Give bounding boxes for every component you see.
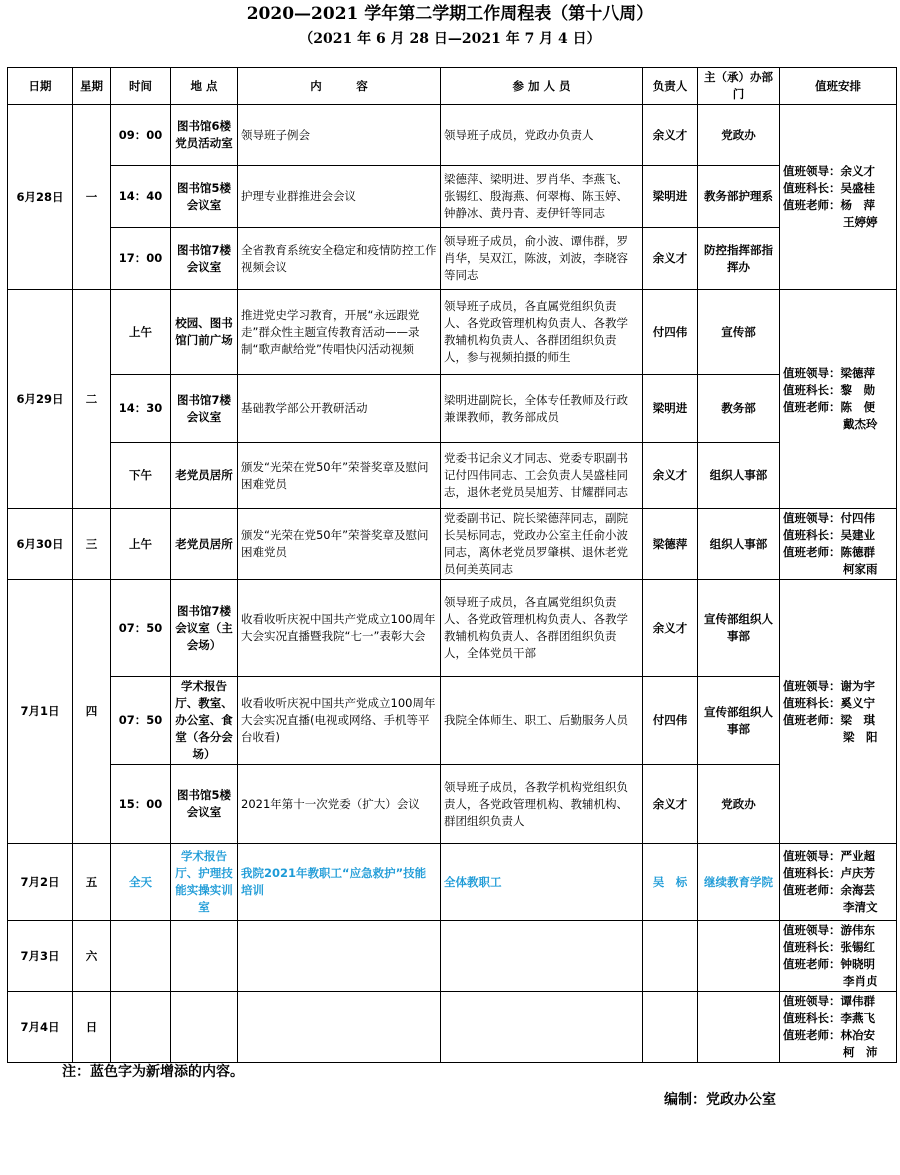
col-header-time: 时间 <box>111 68 171 105</box>
duty-line: 值班老师：林冶安 <box>783 1028 875 1042</box>
schedule-body <box>8 105 897 1063</box>
col-header-content: 内 容 <box>238 68 441 105</box>
leader-cell: 梁明进 <box>643 375 698 443</box>
col-header-place: 地 点 <box>171 68 238 105</box>
place-cell: 老党员居所 <box>171 443 238 509</box>
place-cell: 图书馆6楼党员活动室 <box>171 105 238 166</box>
table-row <box>8 375 897 443</box>
weekday-cell: 二 <box>73 290 111 509</box>
dept-cell <box>698 921 780 992</box>
duty-line: 值班科长：吴建业 <box>783 528 875 542</box>
attendees-cell: 梁明进副院长，全体专任教师及行政兼课教师，教务部成员 <box>441 375 643 443</box>
duty-cell <box>780 844 897 921</box>
table-row <box>8 844 897 921</box>
weekday-cell: 三 <box>73 509 111 580</box>
attendees-cell: 党委书记余义才同志、党委专职副书记付四伟同志、工会负责人吴盛桂同志，退休老党员吴旭芳、甘耀群同志 <box>441 443 643 509</box>
duty-cell <box>780 580 897 844</box>
time-cell: 17：00 <box>111 228 171 290</box>
table-row <box>8 443 897 509</box>
col-header-duty: 值班安排 <box>780 68 897 105</box>
place-cell: 图书馆7楼会议室 <box>171 228 238 290</box>
place-cell: 图书馆5楼会议室 <box>171 166 238 228</box>
time-cell: 07：50 <box>111 677 171 765</box>
weekday-cell: 一 <box>73 105 111 290</box>
duty-cell <box>780 290 897 509</box>
col-header-dept: 主（承）办部 门 <box>698 68 780 105</box>
duty-line: 王婷婷 <box>843 215 878 229</box>
duty-cell <box>780 992 897 1063</box>
dept-cell: 宣传部 <box>698 290 780 375</box>
duty-line: 值班领导：余义才 <box>783 164 875 178</box>
table-row <box>8 166 897 228</box>
place-cell: 学术报告厅、教室、办公室、食堂（各分会场） <box>171 677 238 765</box>
place-cell: 图书馆7楼会议室（主会场） <box>171 580 238 677</box>
schedule-table <box>7 67 897 1063</box>
duty-cell <box>780 509 897 580</box>
dept-cell: 防控指挥部指挥办 <box>698 228 780 290</box>
duty-line: 值班领导：梁德萍 <box>783 366 875 380</box>
attendees-cell: 全体教职工 <box>441 844 643 921</box>
content-cell: 护理专业群推进会会议 <box>238 166 441 228</box>
duty-line: 值班老师：杨 萍 <box>783 198 875 212</box>
attendees-cell: 领导班子成员，俞小波、谭伟群，罗肖华，吴双江，陈波，刘波，李晓容等同志 <box>441 228 643 290</box>
duty-line: 值班领导：付四伟 <box>783 511 875 525</box>
content-cell: 全省教育系统安全稳定和疫情防控工作视频会议 <box>238 228 441 290</box>
table-row <box>8 992 897 1063</box>
duty-line: 值班科长：奚义宁 <box>783 695 875 710</box>
footer-editor: 编制：党政办公室 <box>664 1092 776 1108</box>
leader-cell <box>643 992 698 1063</box>
date-cell: 7月3日 <box>8 921 73 992</box>
date-cell: 6月30日 <box>8 509 73 580</box>
leader-cell: 余义才 <box>643 765 698 844</box>
date-cell: 7月1日 <box>8 580 73 844</box>
col-header-attendees: 参 加 人 员 <box>441 68 643 105</box>
date-cell: 6月28日 <box>8 105 73 290</box>
time-cell: 上午 <box>111 290 171 375</box>
duty-line: 值班老师：梁 琪 <box>783 712 875 727</box>
content-cell: 颁发“光荣在党50年”荣誉奖章及慰问困难党员 <box>238 443 441 509</box>
attendees-cell: 领导班子成员，党政办负责人 <box>441 105 643 166</box>
date-cell: 7月2日 <box>8 844 73 921</box>
attendees-cell: 领导班子成员，各直属党组织负责人、各党政管理机构负责人、各教学教辅机构负责人、各群团组织负责人，全体党员干部 <box>441 580 643 677</box>
weekday-cell: 五 <box>73 844 111 921</box>
table-row <box>8 509 897 580</box>
table-row <box>8 105 897 166</box>
duty-line: 值班领导：谢为宇 <box>783 678 875 693</box>
time-cell: 09：00 <box>111 105 171 166</box>
dept-cell: 教务部护理系 <box>698 166 780 228</box>
dept-cell: 继续教育学院 <box>698 844 780 921</box>
attendees-cell: 我院全体师生、职工、后勤服务人员 <box>441 677 643 765</box>
dept-cell: 组织人事部 <box>698 509 780 580</box>
table-row <box>8 228 897 290</box>
content-cell: 我院2021年教职工“应急救护”技能培训 <box>238 844 441 921</box>
dept-cell <box>698 992 780 1063</box>
dept-cell: 教务部 <box>698 375 780 443</box>
date-cell: 6月29日 <box>8 290 73 509</box>
duty-line: 柯 沛 <box>843 1045 878 1059</box>
dept-cell: 组织人事部 <box>698 443 780 509</box>
time-cell: 14：30 <box>111 375 171 443</box>
duty-line: 值班领导：严业超 <box>783 849 875 863</box>
time-cell: 下午 <box>111 443 171 509</box>
duty-line: 戴杰玲 <box>843 417 878 431</box>
page-title: 2020—2021 学年第二学期工作周程表（第十八周） <box>246 4 654 24</box>
dept-cell: 宣传部组织人事部 <box>698 580 780 677</box>
place-cell <box>171 921 238 992</box>
header-row <box>8 68 897 105</box>
attendees-cell: 梁德萍、梁明进、罗肖华、李燕飞、张锡红、殷海燕、何翠梅、陈玉婷、钟静冰、黄丹青、麦伊钎等同志 <box>441 166 643 228</box>
weekday-cell: 六 <box>73 921 111 992</box>
leader-cell: 吴 标 <box>643 844 698 921</box>
content-cell <box>238 921 441 992</box>
duty-cell <box>780 105 897 290</box>
duty-line: 值班科长：李燕飞 <box>783 1011 875 1025</box>
duty-line: 值班领导：游伟东 <box>783 923 875 937</box>
content-cell: 领导班子例会 <box>238 105 441 166</box>
place-cell: 图书馆5楼会议室 <box>171 765 238 844</box>
content-cell: 颁发“光荣在党50年”荣誉奖章及慰问困难党员 <box>238 509 441 580</box>
attendees-cell: 领导班子成员，各教学机构党组织负责人，各党政管理机构、教辅机构、群团组织负责人 <box>441 765 643 844</box>
leader-cell: 付四伟 <box>643 677 698 765</box>
duty-cell <box>780 921 897 992</box>
content-cell: 基础教学部公开教研活动 <box>238 375 441 443</box>
duty-line: 值班科长：卢庆芳 <box>783 866 875 880</box>
col-header-weekday: 星期 <box>73 68 111 105</box>
leader-cell: 余义才 <box>643 105 698 166</box>
attendees-cell: 领导班子成员，各直属党组织负责人、各党政管理机构负责人、各教学教辅机构负责人、各群团组织负责人，参与视频拍摄的师生 <box>441 290 643 375</box>
attendees-cell: 党委副书记、院长梁德萍同志，副院长吴标同志，党政办公室主任俞小波同志，离休老党员罗肇棋、退休老党员何美英同志 <box>441 509 643 580</box>
leader-cell: 余义才 <box>643 580 698 677</box>
leader-cell: 付四伟 <box>643 290 698 375</box>
duty-line: 值班科长：张锡红 <box>783 940 875 954</box>
leader-cell: 梁明进 <box>643 166 698 228</box>
duty-line: 值班老师：陈 便 <box>783 400 875 414</box>
attendees-cell <box>441 921 643 992</box>
duty-line: 值班科长：黎 勋 <box>783 383 875 397</box>
table-row <box>8 677 897 765</box>
leader-cell <box>643 921 698 992</box>
page-subtitle: （2021 年 6 月 28 日—2021 年 7 月 4 日） <box>299 31 601 47</box>
dept-cell: 党政办 <box>698 105 780 166</box>
weekday-cell: 日 <box>73 992 111 1063</box>
leader-cell: 余义才 <box>643 443 698 509</box>
col-header-date: 日期 <box>8 68 73 105</box>
table-row <box>8 580 897 677</box>
dept-cell: 宣传部组织人事部 <box>698 677 780 765</box>
table-row <box>8 921 897 992</box>
duty-line: 值班领导：谭伟群 <box>783 994 875 1008</box>
time-cell: 15：00 <box>111 765 171 844</box>
col-header-leader: 负责人 <box>643 68 698 105</box>
duty-line: 值班科长：吴盛桂 <box>783 181 875 195</box>
time-cell: 全天 <box>111 844 171 921</box>
time-cell <box>111 992 171 1063</box>
footer-note: 注：蓝色字为新增添的内容。 <box>62 1064 244 1080</box>
leader-cell: 梁德萍 <box>643 509 698 580</box>
duty-line: 柯家雨 <box>843 562 878 576</box>
time-cell: 14：40 <box>111 166 171 228</box>
leader-cell: 余义才 <box>643 228 698 290</box>
place-cell: 校园、图书馆门前广场 <box>171 290 238 375</box>
place-cell <box>171 992 238 1063</box>
date-cell: 7月4日 <box>8 992 73 1063</box>
table-row <box>8 290 897 375</box>
duty-line: 值班老师：钟晓明 <box>783 957 875 971</box>
place-cell: 图书馆7楼会议室 <box>171 375 238 443</box>
table-row <box>8 765 897 844</box>
time-cell <box>111 921 171 992</box>
duty-line: 李清文 <box>843 900 878 914</box>
attendees-cell <box>441 992 643 1063</box>
duty-line: 李肖贞 <box>843 974 878 988</box>
duty-line: 值班老师：陈德群 <box>783 545 875 559</box>
content-cell: 收看收听庆祝中国共产党成立100周年大会实况直播(电视或网络、手机等平台收看) <box>238 677 441 765</box>
duty-line: 梁 阳 <box>843 729 878 744</box>
weekday-cell: 四 <box>73 580 111 844</box>
content-cell: 2021年第十一次党委（扩大）会议 <box>238 765 441 844</box>
time-cell: 07：50 <box>111 580 171 677</box>
dept-cell: 党政办 <box>698 765 780 844</box>
duty-line: 值班老师：余海芸 <box>783 883 875 897</box>
content-cell <box>238 992 441 1063</box>
place-cell: 学术报告厅、护理技能实操实训室 <box>171 844 238 921</box>
time-cell: 上午 <box>111 509 171 580</box>
content-cell: 推进党史学习教育，开展“永远跟党走”群众性主题宣传教育活动——录制“歌声献给党”传唱快闪活动视频 <box>238 290 441 375</box>
content-cell: 收看收听庆祝中国共产党成立100周年大会实况直播暨我院“七一”表彰大会 <box>238 580 441 677</box>
place-cell: 老党员居所 <box>171 509 238 580</box>
